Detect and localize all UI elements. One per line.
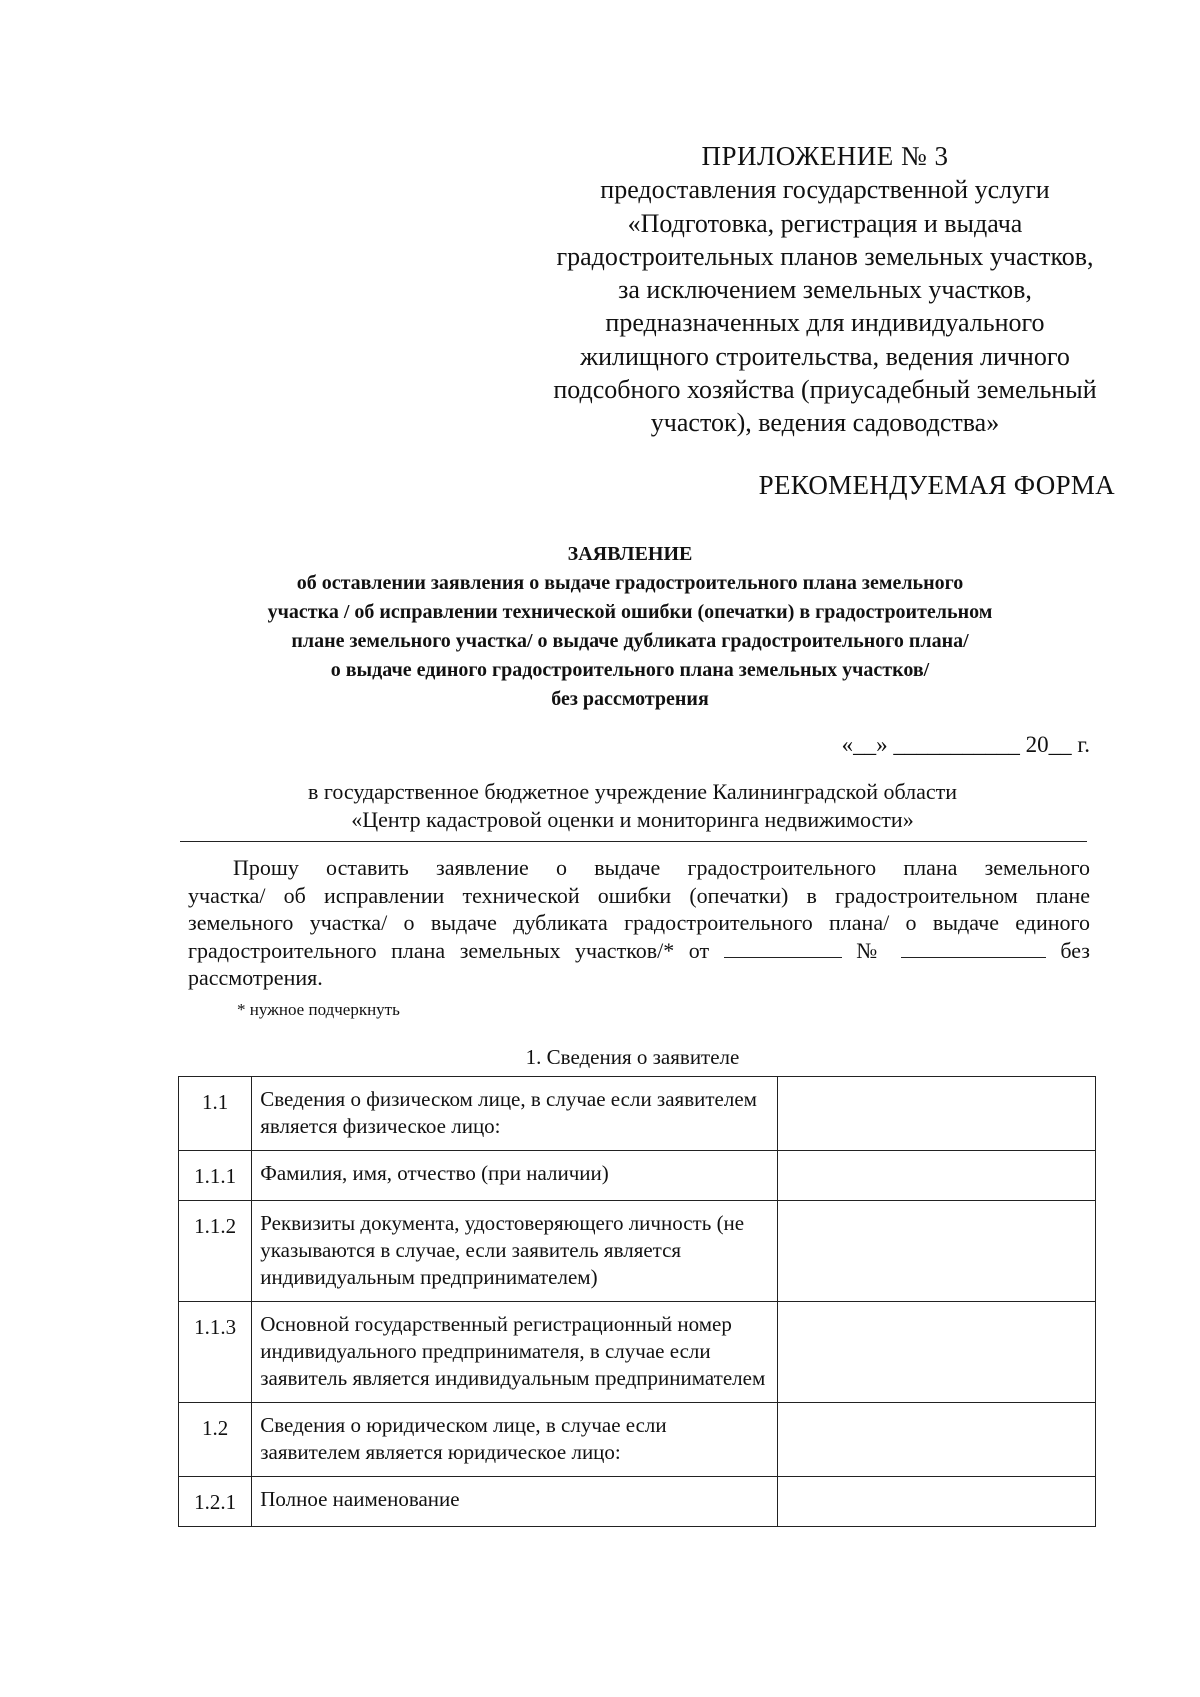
applicant-table: [178, 1076, 1096, 1527]
annex-line: «Подготовка, регистрация и выдача: [627, 208, 1023, 238]
row-number: 1.1.1: [179, 1151, 252, 1201]
table-row: [179, 1302, 1096, 1403]
addressee-line-2: «Центр кадастровой оценки и мониторинга недвижимости»: [351, 807, 914, 832]
row-label: Сведения о юридическом лице, в случае если заявителем является юридическое лицо:: [252, 1403, 778, 1477]
row-label: Полное наименование: [252, 1477, 778, 1527]
request-paragraph: [188, 854, 1090, 992]
row-value-field[interactable]: [777, 1201, 1095, 1302]
request-line: земельного участка/ о выдаче дубликата градостроительного плана/ о выдаче единого: [188, 910, 1090, 935]
table-row: [179, 1403, 1096, 1477]
statement-title: ЗАЯВЛЕНИЕ: [567, 543, 693, 565]
row-value-field[interactable]: [777, 1403, 1095, 1477]
table-row: [179, 1477, 1096, 1527]
addressee: [180, 778, 1085, 834]
annex-line: подсобного хозяйства (приусадебный земельный: [553, 375, 1097, 405]
number-field[interactable]: [901, 939, 1046, 958]
annex-line: участок), ведения садоводства»: [650, 408, 1000, 438]
row-number: 1.1.2: [179, 1201, 252, 1302]
annex-title: ПРИЛОЖЕНИЕ № 3: [701, 141, 949, 171]
row-number: 1.1: [179, 1077, 252, 1151]
row-number: 1.1.3: [179, 1302, 252, 1403]
statement-subtitle-line: об оставлении заявления о выдаче градостроительного плана земельного: [296, 572, 964, 594]
recommended-form-label: РЕКОМЕНДУЕМАЯ ФОРМА: [758, 470, 1115, 500]
table-row: [179, 1151, 1096, 1201]
row-label: Основной государственный регистрационный номер индивидуального предпринимателя, в случае если заявитель является индивидуальным предпринимателем: [252, 1302, 778, 1403]
annex-line: градостроительных планов земельных участков,: [556, 241, 1094, 271]
row-value-field[interactable]: [777, 1477, 1095, 1527]
addressee-divider: [180, 841, 1087, 842]
annex-header: [500, 140, 1150, 440]
annex-line: предоставления государственной услуги: [600, 175, 1050, 205]
row-label: Фамилия, имя, отчество (при наличии): [252, 1151, 778, 1201]
statement-subtitle-line: участка / об исправлении технической ошибки (опечатки) в градостроительном: [267, 601, 993, 623]
annex-line: жилищного строительства, ведения личного: [580, 341, 1070, 371]
table-row: [179, 1201, 1096, 1302]
statement-subtitle-line: о выдаче единого градостроительного плана земельных участков/: [330, 659, 930, 681]
from-date-field[interactable]: [724, 939, 842, 958]
request-line-text: градостроительного плана земельных участков/* от: [188, 937, 710, 963]
number-sign: №: [856, 937, 887, 963]
table-row: [179, 1077, 1096, 1151]
row-value-field[interactable]: [777, 1077, 1095, 1151]
request-line: Прошу оставить заявление о выдаче градостроительного плана земельного: [233, 855, 1090, 880]
statement-heading: [180, 540, 1080, 714]
row-value-field[interactable]: [777, 1151, 1095, 1201]
request-line: [188, 937, 1090, 965]
footnote: * нужное подчеркнуть: [237, 1000, 400, 1019]
row-value-field[interactable]: [777, 1302, 1095, 1403]
row-label: Сведения о физическом лице, в случае если заявителем является физическое лицо:: [252, 1077, 778, 1151]
addressee-line-1: в государственное бюджетное учреждение Калининградской области: [307, 779, 958, 804]
row-number: 1.2.1: [179, 1477, 252, 1527]
row-number: 1.2: [179, 1403, 252, 1477]
section-title: 1. Сведения о заявителе: [525, 1045, 740, 1069]
request-line: рассмотрения.: [188, 965, 323, 990]
statement-subtitle-line: без рассмотрения: [551, 688, 709, 710]
request-line: участка/ об исправлении технической ошибки (опечатки) в градостроительном плане: [188, 882, 1090, 908]
annex-line: за исключением земельных участков,: [618, 275, 1032, 305]
statement-subtitle-line: плане земельного участка/ о выдаче дубликата градостроительного плана/: [291, 630, 969, 652]
annex-line: предназначенных для индивидуального: [605, 308, 1045, 338]
date-field[interactable]: «__» ___________ 20__ г.: [841, 732, 1090, 757]
row-label: Реквизиты документа, удостоверяющего личность (не указываются в случае, если заявитель является индивидуальным предпринимателем): [252, 1201, 778, 1302]
request-line-text: без: [1060, 937, 1091, 963]
